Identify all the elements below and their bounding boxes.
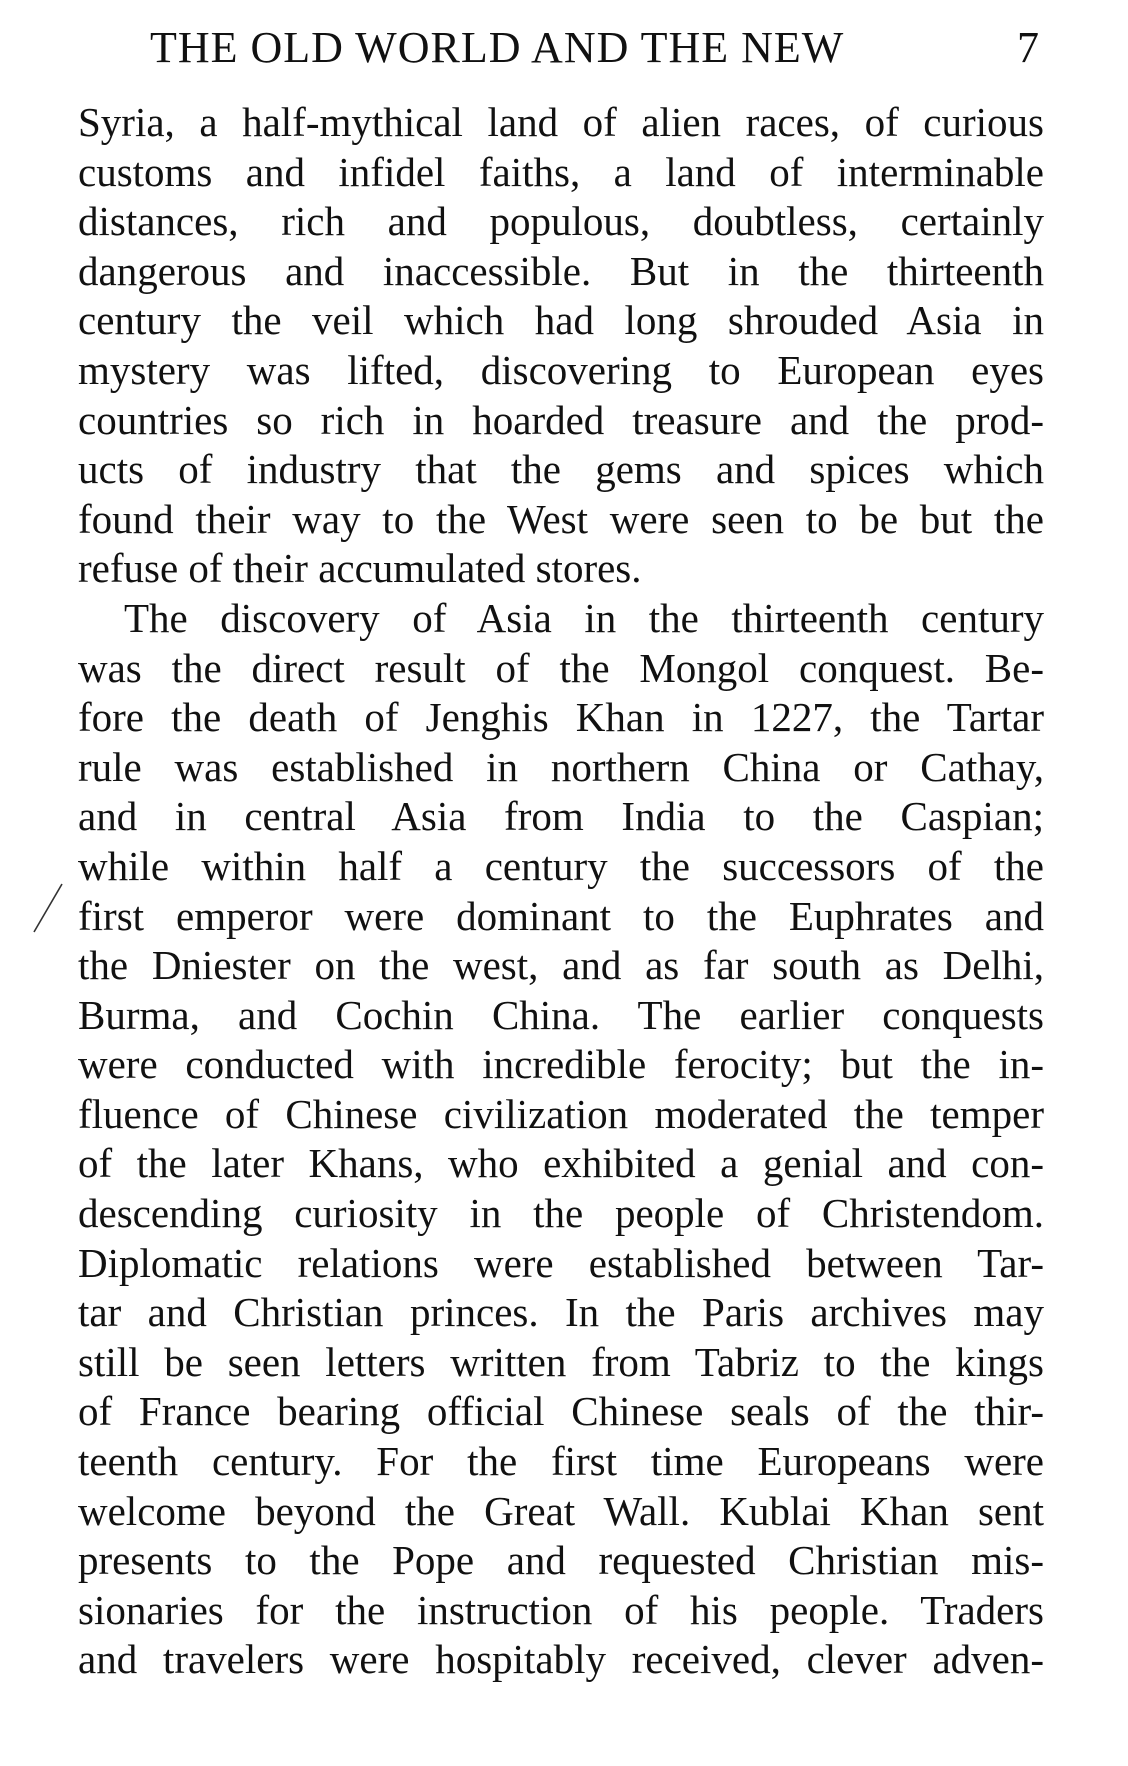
text-line: rule was established in northern China or Cathay, [78,743,1044,790]
text-line: Syria, a half-mythical land of alien races, of curious [78,99,1044,145]
text-line: of the later Khans, who exhibited a genial and con- [78,1140,1044,1187]
text-line: ucts of industry that the gems and spices which [78,446,1044,493]
text-line: were conducted with incredible ferocity; but the in- [78,1041,1044,1088]
text-line: presents to the Pope and requested Christian mis- [78,1537,1044,1584]
text-line: dangerous and inaccessible. But in the thirteenth [78,247,1044,294]
text-line: Burma, and Cochin China. The earlier conquests [78,991,1044,1038]
text-line: found their way to the West were seen to be but the [78,495,1044,542]
text-line: and in central Asia from India to the Caspian; [78,793,1044,840]
text-line: fore the death of Jenghis Khan in 1227, the Tartar [78,694,1044,741]
text-line: mystery was lifted, discovering to European eyes [78,346,1044,393]
text-line: the Dniester on the west, and as far south as Delhi, [78,942,1044,989]
running-head [150,22,1040,82]
text-line: and travelers were hospitably received, clever adven- [78,1636,1044,1683]
text-line: century the veil which had long shrouded Asia in [78,297,1044,344]
text-line: of France bearing official Chinese seals of the thir- [78,1388,1044,1435]
text-line: distances, rich and populous, doubtless, certainly [78,198,1044,245]
text-line: Diplomatic relations were established between Tar- [78,1239,1044,1286]
text-line: customs and infidel faiths, a land of interminable [78,148,1044,195]
page-number: 7 [1017,23,1040,72]
text-line: descending curiosity in the people of Christendom. [78,1190,1044,1237]
text-line: The discovery of Asia in the thirteenth century [124,594,1044,641]
text-line: first emperor were dominant to the Euphrates and [78,892,1044,939]
margin-pencil-mark [28,880,68,936]
text-line: welcome beyond the Great Wall. Kublai Khan sent [78,1487,1044,1534]
text-line: fluence of Chinese civilization moderated the temper [78,1090,1044,1137]
text-line: sionaries for the instruction of his people. Traders [78,1586,1044,1633]
text-line: countries so rich in hoarded treasure and the prod- [78,396,1044,443]
text-line: while within half a century the successors of the [78,842,1044,889]
running-head-title: THE OLD WORLD AND THE NEW [150,23,845,72]
body-text [78,98,1044,1685]
text-line: still be seen letters written from Tabriz to the kings [78,1338,1044,1385]
text-line: was the direct result of the Mongol conquest. Be- [78,644,1044,691]
text-line: teenth century. For the first time Europeans were [78,1438,1044,1485]
text-line: tar and Christian princes. In the Paris archives may [78,1289,1044,1336]
text-line: refuse of their accumulated stores. [78,545,642,592]
